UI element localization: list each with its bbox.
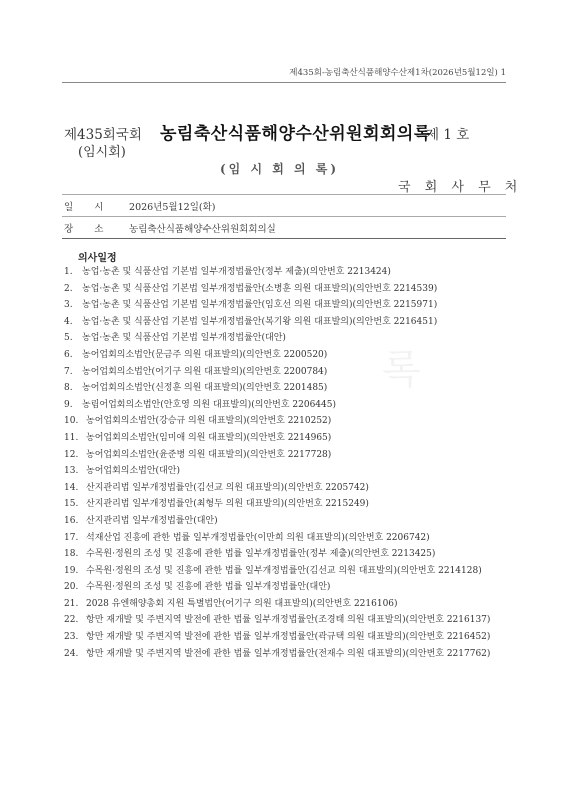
agenda-item-text: 농림어업회의소법안(안호영 의원 대표발의)(의안번호 2206445) <box>82 399 336 410</box>
date-value: 2026년5월12일(화) <box>129 202 216 213</box>
agenda-item-text: 석재산업 진흥에 관한 법률 일부개정법률안(이만희 의원 대표발의)(의안번호 2206742) <box>86 532 430 543</box>
agenda-item-number: 9. <box>64 399 73 410</box>
agenda-item <box>64 596 510 613</box>
agenda-item <box>64 646 510 663</box>
agenda-item <box>64 364 510 381</box>
header-rule <box>62 82 506 83</box>
agenda-item-text: 농어업회의소법안(문금주 의원 대표발의)(의안번호 2200520) <box>82 349 328 360</box>
venue-value: 농림축산식품해양수산위원회회의실 <box>129 224 276 235</box>
agenda-item-number: 8. <box>64 383 73 394</box>
agenda-section <box>64 249 510 662</box>
agenda-item <box>64 347 510 364</box>
document-title: 농림축산식품해양수산위원회회의록 <box>160 124 431 144</box>
agenda-item <box>64 612 510 629</box>
meta-rule-middle <box>62 216 506 217</box>
agenda-item-text: 2028 유엔해양총회 지원 특별법안(어기구 의원 대표발의)(의안번호 2216106) <box>86 598 398 609</box>
session-number: 제435회국회 <box>64 127 142 143</box>
agenda-item-number: 10. <box>64 416 79 427</box>
agenda-item <box>64 297 510 314</box>
agenda-item <box>64 314 510 331</box>
agenda-item <box>64 513 510 530</box>
agenda-item-text: 농어업회의소법안(임미애 의원 대표발의)(의안번호 2214965) <box>86 432 332 443</box>
document-subtitle: (임 시 회 의 록) <box>220 162 340 176</box>
agenda-item-number: 24. <box>64 648 79 659</box>
watermark: 록 <box>382 347 421 393</box>
agenda-item-text: 항만 재개발 및 주변지역 발전에 관한 법률 일부개정법률안(조경태 의원 대표발의)(의안번호 2216137) <box>86 615 491 626</box>
publisher: 국 회 사 무 처 <box>398 180 523 195</box>
agenda-item-number: 23. <box>64 632 79 643</box>
agenda-item-number: 15. <box>64 499 79 510</box>
meta-rule-bottom <box>62 238 506 239</box>
agenda-item <box>64 480 510 497</box>
agenda-item-text: 농어업회의소법안(신정훈 의원 대표발의)(의안번호 2201485) <box>82 383 328 394</box>
agenda-item <box>64 563 510 580</box>
agenda-item-text: 산지관리법 일부개정법률안(대안) <box>86 515 218 526</box>
agenda-item-number: 6. <box>64 349 73 360</box>
agenda-item <box>64 413 510 430</box>
agenda-item <box>64 264 510 281</box>
agenda-item-number: 12. <box>64 449 79 460</box>
agenda-item-number: 21. <box>64 598 79 609</box>
issue-number: 제 1 호 <box>426 127 470 143</box>
session-type: (임시회) <box>78 145 126 160</box>
agenda-title: 의사일정 <box>78 253 117 264</box>
agenda-item-text: 수목원·정원의 조성 및 진흥에 관한 법률 일부개정법률안(김선교 의원 대표발의)(의안번호 2214128) <box>86 565 482 576</box>
agenda-item-text: 농업·농촌 및 식품산업 기본법 일부개정법률안(임호선 의원 대표발의)(의안번호 2215971) <box>82 300 438 311</box>
agenda-item-text: 농어업회의소법안(윤준병 의원 대표발의)(의안번호 2217728) <box>86 449 332 460</box>
agenda-item-text: 농어업회의소법안(어기구 의원 대표발의)(의안번호 2200784) <box>82 366 328 377</box>
agenda-item <box>64 397 510 414</box>
running-header: 제435회-농림축산식품해양수산제1차(2026년5월12일) 1 <box>289 68 506 78</box>
agenda-item-text: 산지관리법 일부개정법률안(최형두 의원 대표발의)(의안번호 2215249) <box>86 499 369 510</box>
meta-venue-row <box>64 221 276 235</box>
agenda-item-text: 농어업회의소법안(대안) <box>86 466 180 477</box>
agenda-item-number: 17. <box>64 532 79 543</box>
agenda-item-number: 5. <box>64 333 73 344</box>
agenda-item <box>64 530 510 547</box>
agenda-item-number: 7. <box>64 366 73 377</box>
agenda-item-text: 수목원·정원의 조성 및 진흥에 관한 법률 일부개정법률안(대안) <box>86 582 331 593</box>
agenda-item <box>64 281 510 298</box>
agenda-item-text: 수목원·정원의 조성 및 진흥에 관한 법률 일부개정법률안(정부 제출)(의안번호 2213425) <box>86 549 436 560</box>
agenda-item-text: 농업·농촌 및 식품산업 기본법 일부개정법률안(소병훈 의원 대표발의)(의안번호 2214539) <box>82 283 438 294</box>
agenda-item-number: 22. <box>64 615 79 626</box>
meta-rule-top <box>62 194 506 195</box>
agenda-item-number: 14. <box>64 482 79 493</box>
agenda-item <box>64 380 510 397</box>
meta-date-row <box>64 199 215 213</box>
agenda-item-number: 2. <box>64 283 73 294</box>
agenda-item-number: 11. <box>64 432 79 443</box>
agenda-item-text: 산지관리법 일부개정법률안(김선교 의원 대표발의)(의안번호 2205742) <box>86 482 369 493</box>
agenda-item-text: 농업·농촌 및 식품산업 기본법 일부개정법률안(대안) <box>82 333 286 344</box>
agenda-item-number: 1. <box>64 267 73 277</box>
agenda-item <box>64 430 510 447</box>
agenda-item-number: 18. <box>64 549 79 560</box>
agenda-item-number: 16. <box>64 515 79 526</box>
agenda-item <box>64 579 510 596</box>
agenda-item-text: 항만 재개발 및 주변지역 발전에 관한 법률 일부개정법률안(전재수 의원 대표발의)(의안번호 2217762) <box>86 648 491 659</box>
agenda-item-text: 농업·농촌 및 식품산업 기본법 일부개정법률안(정부 제출)(의안번호 2213424) <box>82 267 391 277</box>
agenda-item <box>64 463 510 480</box>
agenda-item <box>64 496 510 513</box>
agenda-item-text: 농업·농촌 및 식품산업 기본법 일부개정법률안(복기왕 의원 대표발의)(의안번호 2216451) <box>82 316 438 327</box>
agenda-item-number: 4. <box>64 316 73 327</box>
date-label: 일 시 <box>64 202 113 213</box>
agenda-item-number: 19. <box>64 565 79 576</box>
agenda-item-text: 농어업회의소법안(강승규 의원 대표발의)(의안번호 2210252) <box>86 416 332 427</box>
agenda-item <box>64 330 510 347</box>
agenda-item <box>64 546 510 563</box>
agenda-item-number: 3. <box>64 300 73 311</box>
venue-label: 장 소 <box>64 224 113 235</box>
agenda-item <box>64 447 510 464</box>
agenda-item-number: 13. <box>64 466 79 477</box>
agenda-item-text: 항만 재개발 및 주변지역 발전에 관한 법률 일부개정법률안(곽규택 의원 대표발의)(의안번호 2216452) <box>86 632 491 643</box>
agenda-list <box>64 264 510 662</box>
agenda-item <box>64 629 510 646</box>
agenda-item-number: 20. <box>64 582 79 593</box>
